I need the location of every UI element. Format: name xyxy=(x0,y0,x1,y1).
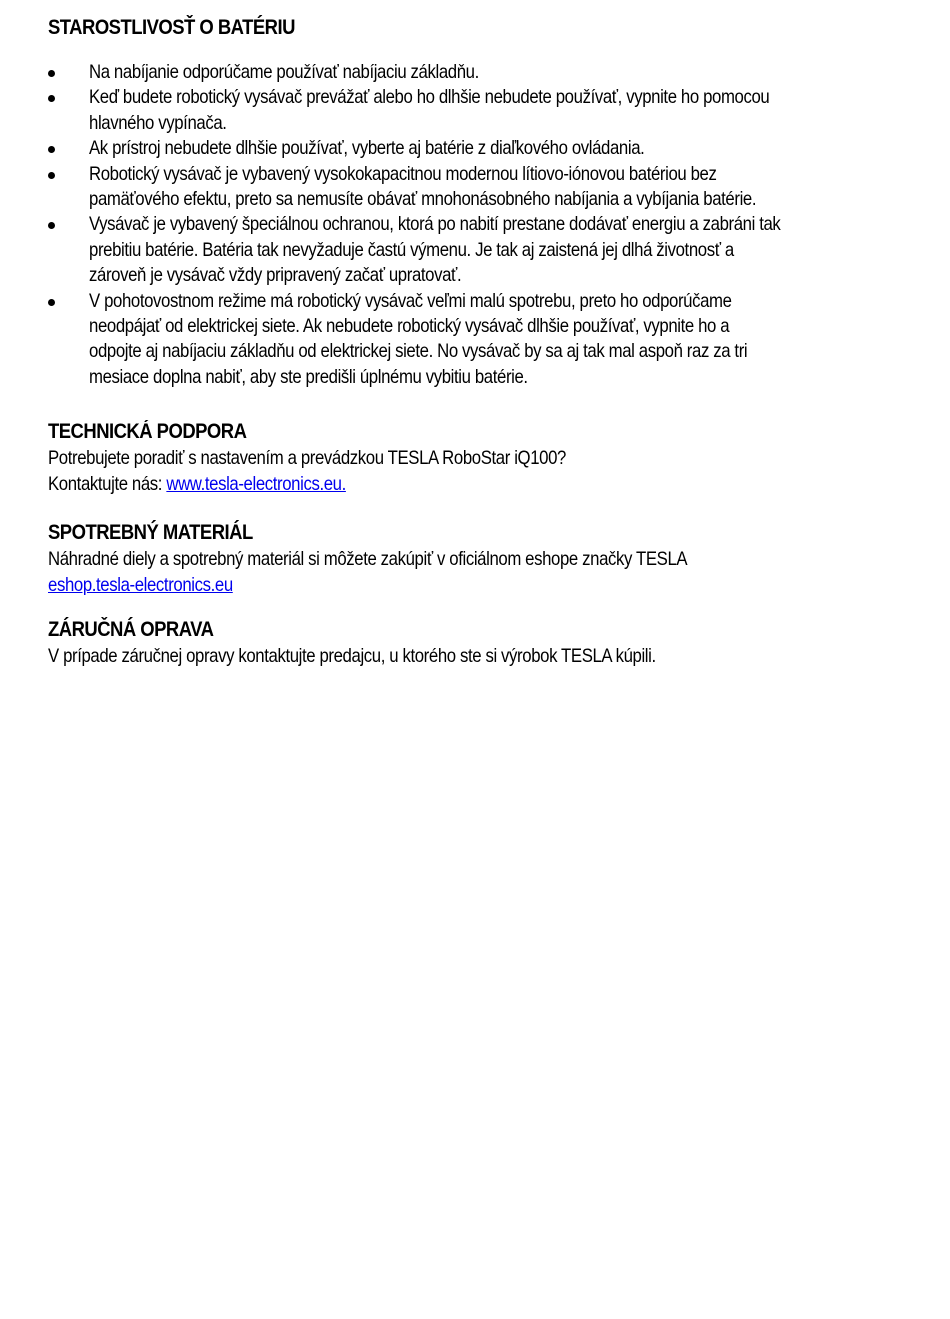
battery-care-heading: STAROSTLIVOSŤ O BATÉRIU xyxy=(48,16,295,39)
tech-support-text xyxy=(48,446,902,497)
contact-prefix: Kontaktujte nás: xyxy=(48,472,167,495)
eshop-link[interactable]: eshop.tesla-electronics.eu xyxy=(48,573,233,596)
battery-care-item xyxy=(48,212,902,288)
consumables-text xyxy=(48,547,902,598)
battery-care-item-line: odpojte aj nabíjaciu základňu od elektrickej siete. No vysávač by sa aj tak mal aspoň raz za tri xyxy=(89,340,748,363)
battery-care-item-line: hlavného vypínača. xyxy=(89,111,227,134)
battery-care-item-line: zároveň je vysávač vždy pripravený začať upratovať. xyxy=(89,264,462,287)
battery-care-item-line: Na nabíjanie odporúčame používať nabíjaciu základňu. xyxy=(89,61,479,83)
battery-care-item xyxy=(48,162,902,213)
battery-care-item-line: Ak prístroj nebudete dlhšie používať, vyberte aj batérie z diaľkového ovládania. xyxy=(89,137,645,160)
warranty-text xyxy=(48,644,902,669)
battery-care-item-line: V pohotovostnom režime má robotický vysávač veľmi malú spotrebu, preto ho odporúčame xyxy=(89,289,732,312)
tech-support-contact-line xyxy=(48,472,782,497)
warranty-heading: ZÁRUČNÁ OPRAVA xyxy=(48,617,214,641)
bullet-icon xyxy=(48,146,55,153)
battery-care-item-line: neodpájať od elektrickej siete. Ak nebudete robotický vysávač dlhšie používať, vypnite ho a xyxy=(89,315,730,338)
tech-support-link[interactable]: www.tesla-electronics.eu. xyxy=(166,472,346,495)
battery-care-item-line: pamäťového efektu, preto sa nemusíte obávať mnohonásobného nabíjania a vybíjania batérie. xyxy=(89,188,757,211)
battery-care-list xyxy=(48,60,902,390)
battery-care-item-line: Vysávač je vybavený špeciálnou ochranou, ktorá po nabití prestane dodávať energiu a zabráni tak xyxy=(89,213,781,236)
battery-care-section xyxy=(48,14,902,390)
tech-support-line: Potrebujete poradiť s nastavením a prevádzkou TESLA RoboStar iQ100? xyxy=(48,447,566,470)
bullet-icon xyxy=(48,70,55,77)
consumables-heading: SPOTREBNÝ MATERIÁL xyxy=(48,521,253,545)
tech-support-heading: TECHNICKÁ PODPORA xyxy=(48,420,247,444)
warranty-section xyxy=(48,616,902,669)
bullet-icon xyxy=(48,222,55,229)
battery-care-item xyxy=(48,136,902,161)
bullet-icon xyxy=(48,95,55,102)
battery-care-item-line: prebitiu batérie. Batéria tak nevyžaduje častú výmenu. Je tak aj zaistená jej dlhá životnosť a xyxy=(89,238,734,261)
consumables-section xyxy=(48,519,902,598)
consumables-link-line xyxy=(48,573,782,598)
consumables-line: Náhradné diely a spotrebný materiál si môžete zakúpiť v oficiálnom eshope značky TESLA xyxy=(48,548,688,571)
bullet-icon xyxy=(48,299,55,306)
battery-care-item-line: Keď budete robotický vysávač prevážať alebo ho dlhšie nebudete používať, vypnite ho pomocou xyxy=(89,86,770,109)
battery-care-item xyxy=(48,289,902,391)
bullet-icon xyxy=(48,172,55,179)
battery-care-item xyxy=(48,85,902,136)
battery-care-item xyxy=(48,60,902,85)
tech-support-section xyxy=(48,418,902,497)
battery-care-item-line: mesiace doplna nabiť, aby ste predišli úplnému vybitiu batérie. xyxy=(89,365,528,388)
warranty-line: V prípade záručnej opravy kontaktujte predajcu, u ktorého ste si výrobok TESLA kúpili. xyxy=(48,644,656,667)
battery-care-item-line: Robotický vysávač je vybavený vysokokapacitnou modernou lítiovo-iónovou batériou bez xyxy=(89,162,717,185)
